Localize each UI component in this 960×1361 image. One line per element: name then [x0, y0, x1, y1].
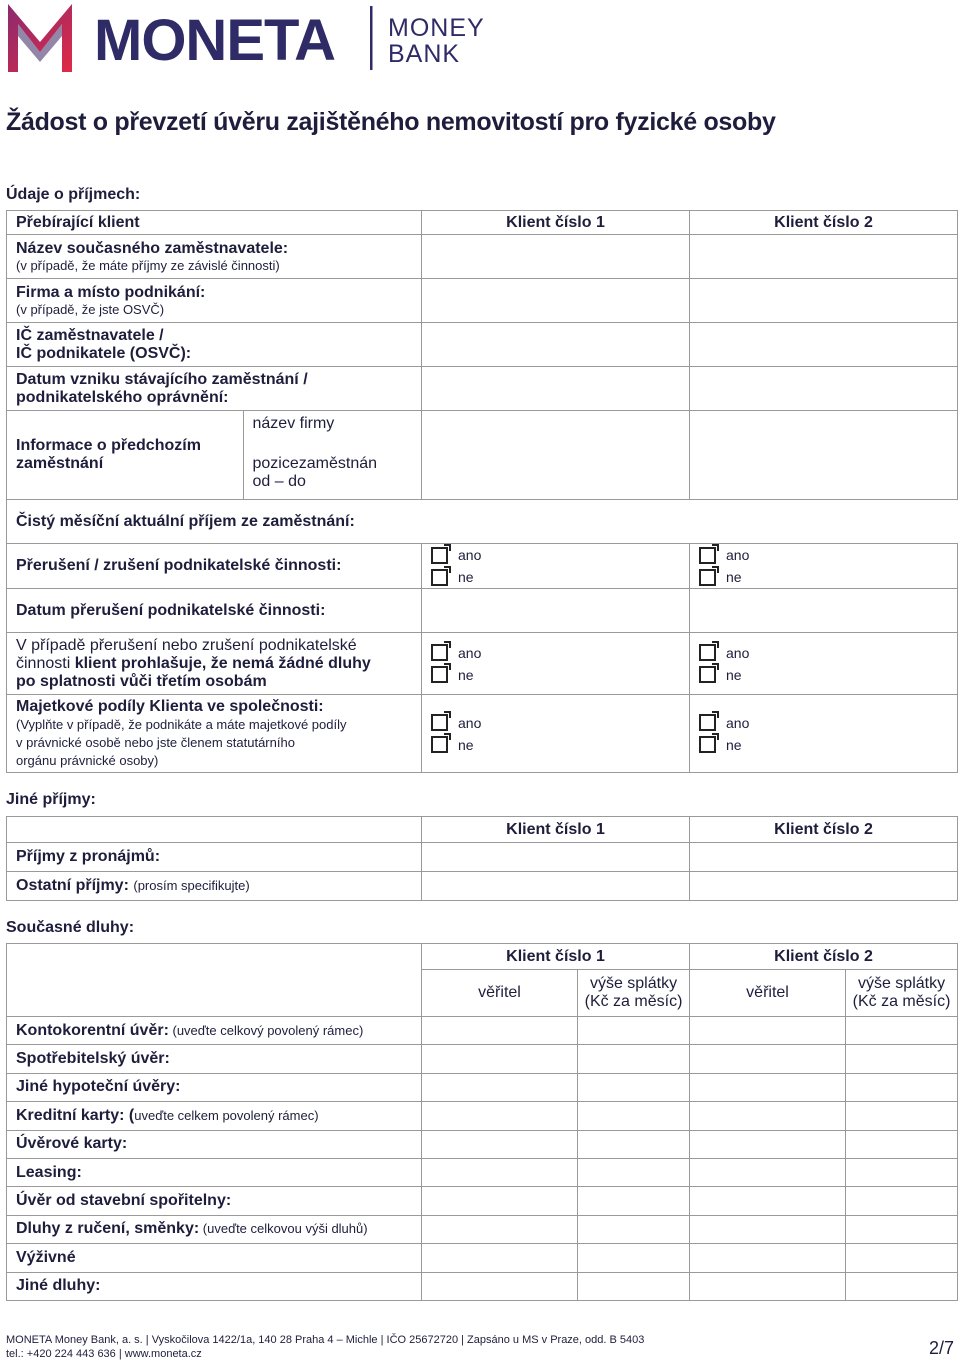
other-income-table	[6, 816, 958, 901]
other-k1-field[interactable]	[422, 872, 690, 901]
debt-k2-installment-field[interactable]	[846, 1045, 958, 1073]
svg-text:BANK: BANK	[388, 40, 461, 68]
net-income-label: Čistý měsíční aktuální příjem ze zaměstnání:	[7, 500, 958, 544]
debt-label: Úvěrové karty:	[7, 1130, 422, 1158]
debt-label: Leasing:	[7, 1158, 422, 1186]
page-title: Žádost o převzetí úvěru zajištěného nemovitostí pro fyzické osoby	[6, 108, 776, 136]
declaration-k2-no-checkbox[interactable]	[699, 666, 716, 683]
shares-k1: ano ne	[422, 695, 690, 773]
debt-row	[7, 1073, 958, 1101]
ic-k2-field[interactable]	[690, 323, 958, 367]
income-heading: Údaje o příjmech:	[6, 186, 141, 203]
debt-k1-creditor-field[interactable]	[422, 1272, 578, 1300]
shares-k1-no-checkbox[interactable]	[431, 736, 448, 753]
debt-k1-installment-field[interactable]	[578, 1272, 690, 1300]
debt-k2-creditor-field[interactable]	[690, 1215, 846, 1243]
debt-k1-installment-field[interactable]	[578, 1244, 690, 1272]
prev-dates-label: od – do	[252, 473, 306, 490]
employer-k2-field[interactable]	[690, 235, 958, 279]
previous-employment	[7, 411, 422, 500]
firm-label: Firma a místo podnikání: (v případě, že jste OSVČ)	[7, 279, 422, 323]
other-head-k1: Klient číslo 1	[422, 817, 690, 843]
interrupt-k2-yes-checkbox[interactable]	[699, 547, 716, 564]
debt-k1-installment-field[interactable]	[578, 1215, 690, 1243]
debts-table	[6, 943, 958, 1301]
debt-label: Úvěr od stavební spořitelny:	[7, 1187, 422, 1215]
rent-label: Příjmy z pronájmů:	[7, 843, 422, 872]
debt-label: Jiné dluhy:	[7, 1272, 422, 1300]
firm-k2-field[interactable]	[690, 279, 958, 323]
debt-row	[7, 1158, 958, 1186]
debt-row	[7, 1102, 958, 1130]
ic-k1-field[interactable]	[422, 323, 690, 367]
debt-label: Kreditní karty: (uveďte celkem povolený rámec)	[7, 1102, 422, 1130]
debt-k2-installment-field[interactable]	[846, 1073, 958, 1101]
k1-creditor-head: věřitel	[422, 970, 578, 1017]
declaration-label: V případě přerušení nebo zrušení podnikatelské činnosti klient prohlašuje, že nemá žádné dluhy po splatnosti vůči třetím osobám	[7, 633, 422, 695]
head-k1: Klient číslo 1	[422, 211, 690, 235]
employer-label: Název současného zaměstnavatele: (v případě, že máte příjmy ze závislé činnosti)	[7, 235, 422, 279]
income-table	[6, 210, 958, 773]
employer-k1-field[interactable]	[422, 235, 690, 279]
svg-text:MONEY: MONEY	[388, 14, 485, 42]
k1-installment-head: výše splátky (Kč za měsíc)	[578, 970, 690, 1017]
debt-row	[7, 1187, 958, 1215]
debt-row	[7, 1244, 958, 1272]
date-k2-field[interactable]	[690, 367, 958, 411]
debt-k2-installment-field[interactable]	[846, 1158, 958, 1186]
rent-k1-field[interactable]	[422, 843, 690, 872]
prev-label: Informace o předchozím zaměstnání	[7, 411, 243, 499]
shares-k2: ano ne	[690, 695, 958, 773]
debts-head-blank	[7, 944, 422, 1017]
other-head-blank	[7, 817, 422, 843]
debt-k1-installment-field[interactable]	[578, 1102, 690, 1130]
debt-k2-creditor-field[interactable]	[690, 1244, 846, 1272]
firm-k1-field[interactable]	[422, 279, 690, 323]
debts-heading: Současné dluhy:	[6, 919, 135, 936]
debt-k2-installment-field[interactable]	[846, 1215, 958, 1243]
debt-k2-creditor-field[interactable]	[690, 1073, 846, 1101]
shares-k2-yes-checkbox[interactable]	[699, 714, 716, 731]
debt-k2-creditor-field[interactable]	[690, 1272, 846, 1300]
debt-k2-installment-field[interactable]	[846, 1272, 958, 1300]
debt-k1-creditor-field[interactable]	[422, 1244, 578, 1272]
k2-installment-head: výše splátky (Kč za měsíc)	[846, 970, 958, 1017]
interrupt-date-k2-field[interactable]	[690, 589, 958, 633]
date-label: Datum vzniku stávajícího zaměstnání / podnikatelského oprávnění:	[7, 367, 422, 411]
interrupt-date-k1-field[interactable]	[422, 589, 690, 633]
debt-k2-creditor-field[interactable]	[690, 1187, 846, 1215]
debt-k1-installment-field[interactable]	[578, 1045, 690, 1073]
debt-row	[7, 1272, 958, 1300]
debts-head-k2: Klient číslo 2	[690, 944, 958, 970]
debt-k2-creditor-field[interactable]	[690, 1102, 846, 1130]
debt-k2-creditor-field[interactable]	[690, 1130, 846, 1158]
interrupt-k1-no-checkbox[interactable]	[431, 569, 448, 586]
footer	[6, 1333, 726, 1361]
debt-k1-installment-field[interactable]	[578, 1187, 690, 1215]
footer-address: MONETA Money Bank, a. s. | Vyskočilova 1422/1a, 140 28 Praha 4 – Michle | IČO 25672720 | Zapsáno u MS v Praze, odd. B 5403	[6, 1334, 645, 1346]
debt-k1-creditor-field[interactable]	[422, 1073, 578, 1101]
declaration-k2: ano ne	[690, 633, 958, 695]
moneta-wordmark: MONETA	[94, 8, 336, 73]
prev-fields	[243, 411, 421, 499]
debt-row	[7, 1130, 958, 1158]
interrupt-k1-yes-checkbox[interactable]	[431, 547, 448, 564]
interrupt-date-label: Datum přerušení podnikatelské činnosti:	[7, 589, 422, 633]
interrupt-k2-no-checkbox[interactable]	[699, 569, 716, 586]
debt-row	[7, 1045, 958, 1073]
debt-k1-installment-field[interactable]	[578, 1158, 690, 1186]
ic-label: IČ zaměstnavatele / IČ podnikatele (OSVČ):	[7, 323, 422, 367]
debt-k2-installment-field[interactable]	[846, 1102, 958, 1130]
declaration-k2-yes-checkbox[interactable]	[699, 644, 716, 661]
shares-k2-no-checkbox[interactable]	[699, 736, 716, 753]
prev-k1-field[interactable]	[422, 411, 690, 500]
other-income-heading: Jiné příjmy:	[6, 791, 96, 808]
debt-k2-creditor-field[interactable]	[690, 1017, 846, 1045]
footer-contact: tel.: +420 224 443 636 | www.moneta.cz	[6, 1348, 202, 1360]
head-k2: Klient číslo 2	[690, 211, 958, 235]
debt-k2-installment-field[interactable]	[846, 1187, 958, 1215]
interrupt-k2: ano ne	[690, 544, 958, 589]
k2-creditor-head: věřitel	[690, 970, 846, 1017]
interrupt-k1: ano ne	[422, 544, 690, 589]
declaration-k1-yes-checkbox[interactable]	[431, 644, 448, 661]
debt-k1-installment-field[interactable]	[578, 1073, 690, 1101]
other-k2-field[interactable]	[690, 872, 958, 901]
date-k1-field[interactable]	[422, 367, 690, 411]
other-income-label: Ostatní příjmy: (prosím specifikujte)	[7, 872, 422, 901]
other-head-k2: Klient číslo 2	[690, 817, 958, 843]
prev-pos-label: pozicezaměstnán	[252, 455, 378, 472]
debt-k2-installment-field[interactable]	[846, 1244, 958, 1272]
debt-k2-creditor-field[interactable]	[690, 1045, 846, 1073]
shares-k1-yes-checkbox[interactable]	[431, 714, 448, 731]
debt-k1-creditor-field[interactable]	[422, 1158, 578, 1186]
debt-label: Kontokorentní úvěr: (uveďte celkový povolený rámec)	[7, 1017, 422, 1045]
debt-k1-creditor-field[interactable]	[422, 1187, 578, 1215]
prev-k2-field[interactable]	[690, 411, 958, 500]
debt-k2-creditor-field[interactable]	[690, 1158, 846, 1186]
declaration-k1: ano ne	[422, 633, 690, 695]
debt-row	[7, 1215, 958, 1243]
prev-firm-label: název firmy	[252, 415, 335, 432]
debt-row	[7, 1017, 958, 1045]
debt-label: Dluhy z ručení, směnky: (uveďte celkovou výši dluhů)	[7, 1215, 422, 1243]
interrupt-label: Přerušení / zrušení podnikatelské činnosti:	[7, 544, 422, 589]
debt-k2-installment-field[interactable]	[846, 1130, 958, 1158]
debt-k1-creditor-field[interactable]	[422, 1045, 578, 1073]
debt-k1-creditor-field[interactable]	[422, 1017, 578, 1045]
head-client: Přebírající klient	[7, 211, 422, 235]
page-number: 2/7	[928, 1338, 954, 1358]
declaration-k1-no-checkbox[interactable]	[431, 666, 448, 683]
debt-k1-creditor-field[interactable]	[422, 1130, 578, 1158]
debt-k1-installment-field[interactable]	[578, 1130, 690, 1158]
debt-label: Výživné	[7, 1244, 422, 1272]
debt-k2-installment-field[interactable]	[846, 1017, 958, 1045]
debts-head-k1: Klient číslo 1	[422, 944, 690, 970]
debt-label: Spotřebitelský úvěr:	[7, 1045, 422, 1073]
debt-k1-creditor-field[interactable]	[422, 1102, 578, 1130]
rent-k2-field[interactable]	[690, 843, 958, 872]
moneta-logo	[6, 2, 486, 74]
debt-k1-creditor-field[interactable]	[422, 1215, 578, 1243]
debt-label: Jiné hypoteční úvěry:	[7, 1073, 422, 1101]
debt-k1-installment-field[interactable]	[578, 1017, 690, 1045]
shares-label: Majetkové podíly Klienta ve společnosti: (Vyplňte v případě, že podnikáte a máte majetkové podíly v právnické osobě nebo jste členem statutárního orgánu právnické osoby)	[7, 695, 422, 773]
